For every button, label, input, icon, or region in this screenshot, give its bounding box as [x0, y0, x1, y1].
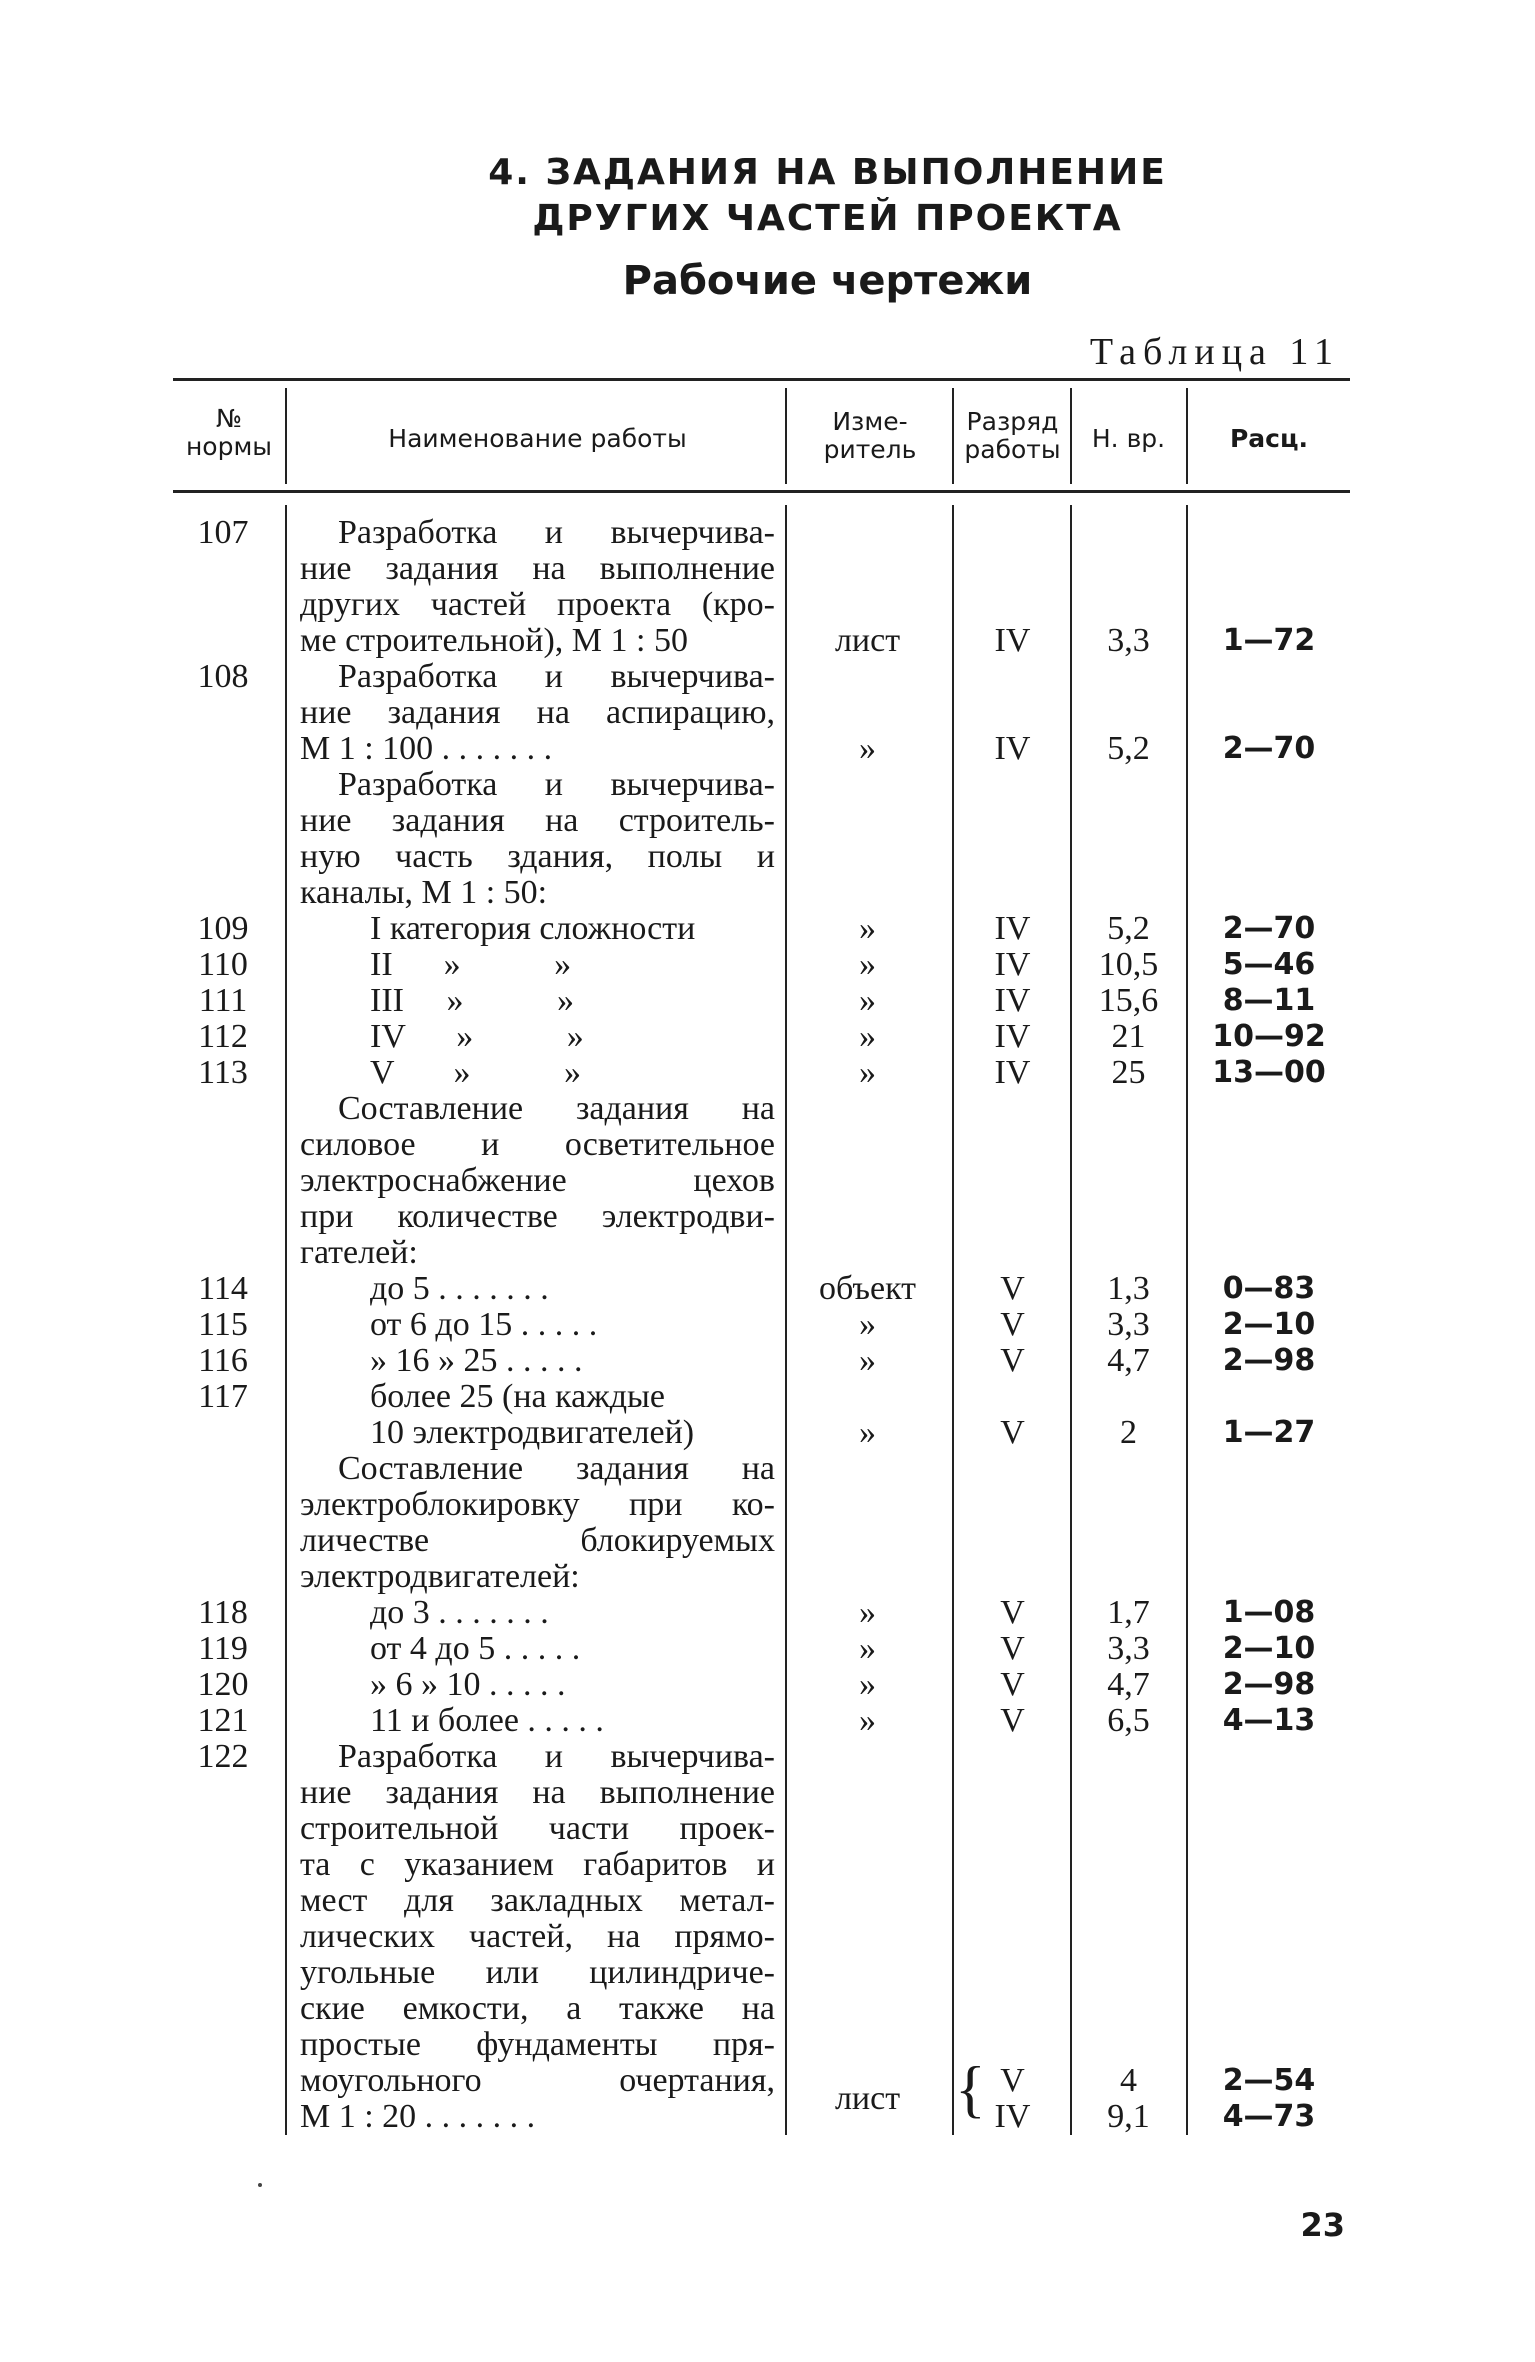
work-name-line: ние задания на выполнение	[300, 1774, 775, 1811]
grade-cell: IV	[994, 1054, 1031, 1091]
brace-glyph: {	[955, 2053, 986, 2124]
grade-cell: V	[1000, 1666, 1025, 1703]
measure-cell: »	[859, 1342, 876, 1379]
work-name-line: Разработка и вычерчива-	[338, 766, 775, 803]
table-header-rule	[173, 490, 1350, 493]
work-name-line: ние задания на аспирацию,	[300, 694, 775, 731]
norm-number: 116	[198, 1342, 248, 1379]
measure-cell: лист	[834, 622, 901, 659]
rate-cell: 2—10	[1222, 1631, 1316, 1666]
norm-number: 110	[198, 946, 248, 983]
measure-cell: лист	[834, 2080, 901, 2117]
hours-cell: 4,7	[1107, 1342, 1150, 1379]
header-grade: Разряд работы	[964, 407, 1061, 464]
measure-cell: »	[859, 1306, 876, 1343]
section-heading-line1: 4. ЗАДАНИЯ НА ВЫПОЛНЕНИЕ	[488, 152, 1167, 193]
work-name-line: та с указанием габаритов и	[300, 1846, 775, 1883]
measure-cell: »	[859, 1630, 876, 1667]
hours-cell: 1,3	[1107, 1270, 1150, 1307]
norm-number: 118	[198, 1594, 248, 1631]
grade-cell: IV	[994, 2098, 1031, 2135]
header-name: Наименование работы	[388, 424, 687, 453]
work-name-line: ние задания на строитель-	[300, 802, 775, 839]
hours-cell: 3,3	[1107, 622, 1150, 659]
hours-cell: 2	[1120, 1414, 1137, 1451]
work-name-line: электродвигателей:	[300, 1558, 580, 1595]
work-name-line: каналы, М 1 : 50:	[300, 874, 548, 911]
work-name-line: » 6 » 10 . . . . .	[370, 1666, 566, 1703]
grade-cell: V	[1000, 1630, 1025, 1667]
work-name-line: мест для закладных метал-	[300, 1882, 775, 1919]
work-name-line: до 5 . . . . . . .	[370, 1270, 549, 1307]
header-rate: Расц.	[1229, 424, 1309, 453]
work-name-line: IV » »	[370, 1018, 584, 1055]
work-name-line: электроблокировку при ко-	[300, 1486, 775, 1523]
rate-cell: 4—13	[1222, 1703, 1316, 1738]
grade-cell: IV	[994, 946, 1031, 983]
rate-cell: 2—54	[1222, 2063, 1316, 2098]
speck	[258, 2183, 262, 2187]
measure-cell: »	[859, 946, 876, 983]
work-name-line: М 1 : 100 . . . . . . .	[300, 730, 553, 767]
measure-cell: »	[859, 910, 876, 947]
hours-cell: 9,1	[1107, 2098, 1150, 2135]
col-divider	[952, 505, 954, 2135]
hours-cell: 15,6	[1098, 982, 1159, 1019]
work-name-line: Разработка и вычерчива-	[338, 658, 775, 695]
work-name-line: простые фундаменты пря-	[300, 2026, 775, 2063]
grade-cell: V	[1000, 1270, 1025, 1307]
rate-cell: 2—70	[1222, 911, 1316, 946]
norm-number: 122	[197, 1738, 249, 1775]
col-divider	[285, 505, 287, 2135]
norm-number: 112	[198, 1018, 248, 1055]
grade-cell: V	[1000, 1594, 1025, 1631]
measure-cell: »	[859, 730, 876, 767]
section-heading	[60, 150, 1535, 242]
work-name-line: угольные или цилиндриче-	[300, 1954, 775, 1991]
grade-cell: IV	[994, 730, 1031, 767]
col-divider	[785, 388, 787, 484]
work-name-line: III » »	[370, 982, 574, 1019]
measure-cell: »	[859, 1054, 876, 1091]
hours-cell: 5,2	[1107, 730, 1150, 767]
measure-cell: »	[859, 1666, 876, 1703]
grade-cell: V	[1000, 2062, 1025, 2099]
rate-cell: 4—73	[1222, 2099, 1316, 2134]
work-name-line: Разработка и вычерчива-	[338, 1738, 775, 1775]
measure-cell: »	[859, 1594, 876, 1631]
work-name-line: ную часть здания, полы и	[300, 838, 775, 875]
page-number: 23	[1300, 2206, 1345, 2244]
header-hours: Н. вр.	[1091, 424, 1166, 453]
work-name-line: при количестве электродви-	[300, 1198, 775, 1235]
rate-cell: 1—27	[1222, 1415, 1316, 1450]
table-label: Таблица 11	[1089, 331, 1340, 373]
hours-cell: 3,3	[1107, 1306, 1150, 1343]
work-name-line: ние задания на выполнение	[300, 550, 775, 587]
rate-cell: 8—11	[1222, 983, 1316, 1018]
measure-cell: »	[859, 1018, 876, 1055]
work-name-line: ские емкости, а также на	[300, 1990, 775, 2027]
measure-cell: объект	[818, 1270, 917, 1307]
work-name-line: II » »	[370, 946, 572, 983]
rate-cell: 1—72	[1222, 623, 1316, 658]
norm-number: 109	[197, 910, 249, 947]
hours-cell: 21	[1111, 1018, 1146, 1055]
hours-cell: 25	[1111, 1054, 1146, 1091]
norm-number: 121	[197, 1702, 249, 1739]
work-name-line: ме строительной), М 1 : 50	[300, 622, 688, 659]
norm-number: 108	[197, 658, 249, 695]
hours-cell: 3,3	[1107, 1630, 1150, 1667]
work-name-line: других частей проекта (кро-	[300, 586, 775, 623]
measure-cell: »	[859, 1414, 876, 1451]
subtitle: Рабочие чертежи	[622, 258, 1033, 304]
norm-number: 120	[197, 1666, 249, 1703]
work-name-line: силовое и осветительное	[300, 1126, 775, 1163]
work-name-line: » 16 » 25 . . . . .	[370, 1342, 583, 1379]
grade-cell: IV	[994, 622, 1031, 659]
table-top-rule	[173, 378, 1350, 381]
norm-number: 119	[198, 1630, 248, 1667]
work-name-line: М 1 : 20 . . . . . . .	[300, 2098, 536, 2135]
rate-cell: 5—46	[1222, 947, 1316, 982]
norm-number: 111	[198, 982, 248, 1019]
work-name-line: строительной части проек-	[300, 1810, 775, 1847]
hours-cell: 4	[1120, 2062, 1137, 2099]
work-name-line: V » »	[370, 1054, 581, 1091]
rate-cell: 2—98	[1222, 1343, 1316, 1378]
hours-cell: 5,2	[1107, 910, 1150, 947]
work-name-line: I категория сложности	[370, 910, 696, 947]
work-name-line: личестве блокируемых	[300, 1522, 775, 1559]
work-name-line: от 4 до 5 . . . . .	[370, 1630, 581, 1667]
rate-cell: 0—83	[1222, 1271, 1316, 1306]
grade-cell: V	[1000, 1306, 1025, 1343]
rate-cell: 10—92	[1212, 1019, 1326, 1054]
rate-cell: 13—00	[1212, 1055, 1326, 1090]
hours-cell: 1,7	[1107, 1594, 1150, 1631]
grade-cell: IV	[994, 910, 1031, 947]
section-heading-line2: ДРУГИХ ЧАСТЕЙ ПРОЕКТА	[532, 198, 1123, 239]
rate-cell: 2—10	[1222, 1307, 1316, 1342]
hours-cell: 4,7	[1107, 1666, 1150, 1703]
work-name-line: до 3 . . . . . . .	[370, 1594, 549, 1631]
grade-cell: V	[1000, 1414, 1025, 1451]
norm-number: 113	[198, 1054, 248, 1091]
work-name-line: 11 и более . . . . .	[370, 1702, 604, 1739]
norm-number: 115	[198, 1306, 248, 1343]
work-name-line: более 25 (на каждые	[370, 1378, 665, 1415]
norm-number: 114	[198, 1270, 248, 1307]
grade-cell: V	[1000, 1342, 1025, 1379]
norm-number: 117	[198, 1378, 248, 1415]
rate-cell: 2—70	[1222, 731, 1316, 766]
rate-cell: 1—08	[1222, 1595, 1316, 1630]
work-name-line: моугольного очертания,	[300, 2062, 775, 2099]
work-name-line: электроснабжение цехов	[300, 1162, 775, 1199]
measure-cell: »	[859, 982, 876, 1019]
work-name-line: 10 электродвигателей)	[370, 1414, 695, 1451]
hours-cell: 10,5	[1098, 946, 1159, 983]
col-divider	[952, 388, 954, 484]
grade-cell: V	[1000, 1702, 1025, 1739]
col-divider	[285, 388, 287, 484]
grade-cell: IV	[994, 1018, 1031, 1055]
header-measure: Изме-ритель	[823, 407, 917, 464]
work-name-line: Разработка и вычерчива-	[338, 514, 775, 551]
work-name-line: Составление задания на	[338, 1090, 775, 1127]
measure-cell: »	[859, 1702, 876, 1739]
header-norm: № нормы	[185, 404, 273, 461]
work-name-line: гателей:	[300, 1234, 418, 1271]
work-name-line: лических частей, на прямо-	[300, 1918, 775, 1955]
norm-number: 107	[197, 514, 249, 551]
work-name-line: Составление задания на	[338, 1450, 775, 1487]
rate-cell: 2—98	[1222, 1667, 1316, 1702]
work-name-line: от 6 до 15 . . . . .	[370, 1306, 598, 1343]
hours-cell: 6,5	[1107, 1702, 1150, 1739]
grade-cell: IV	[994, 982, 1031, 1019]
